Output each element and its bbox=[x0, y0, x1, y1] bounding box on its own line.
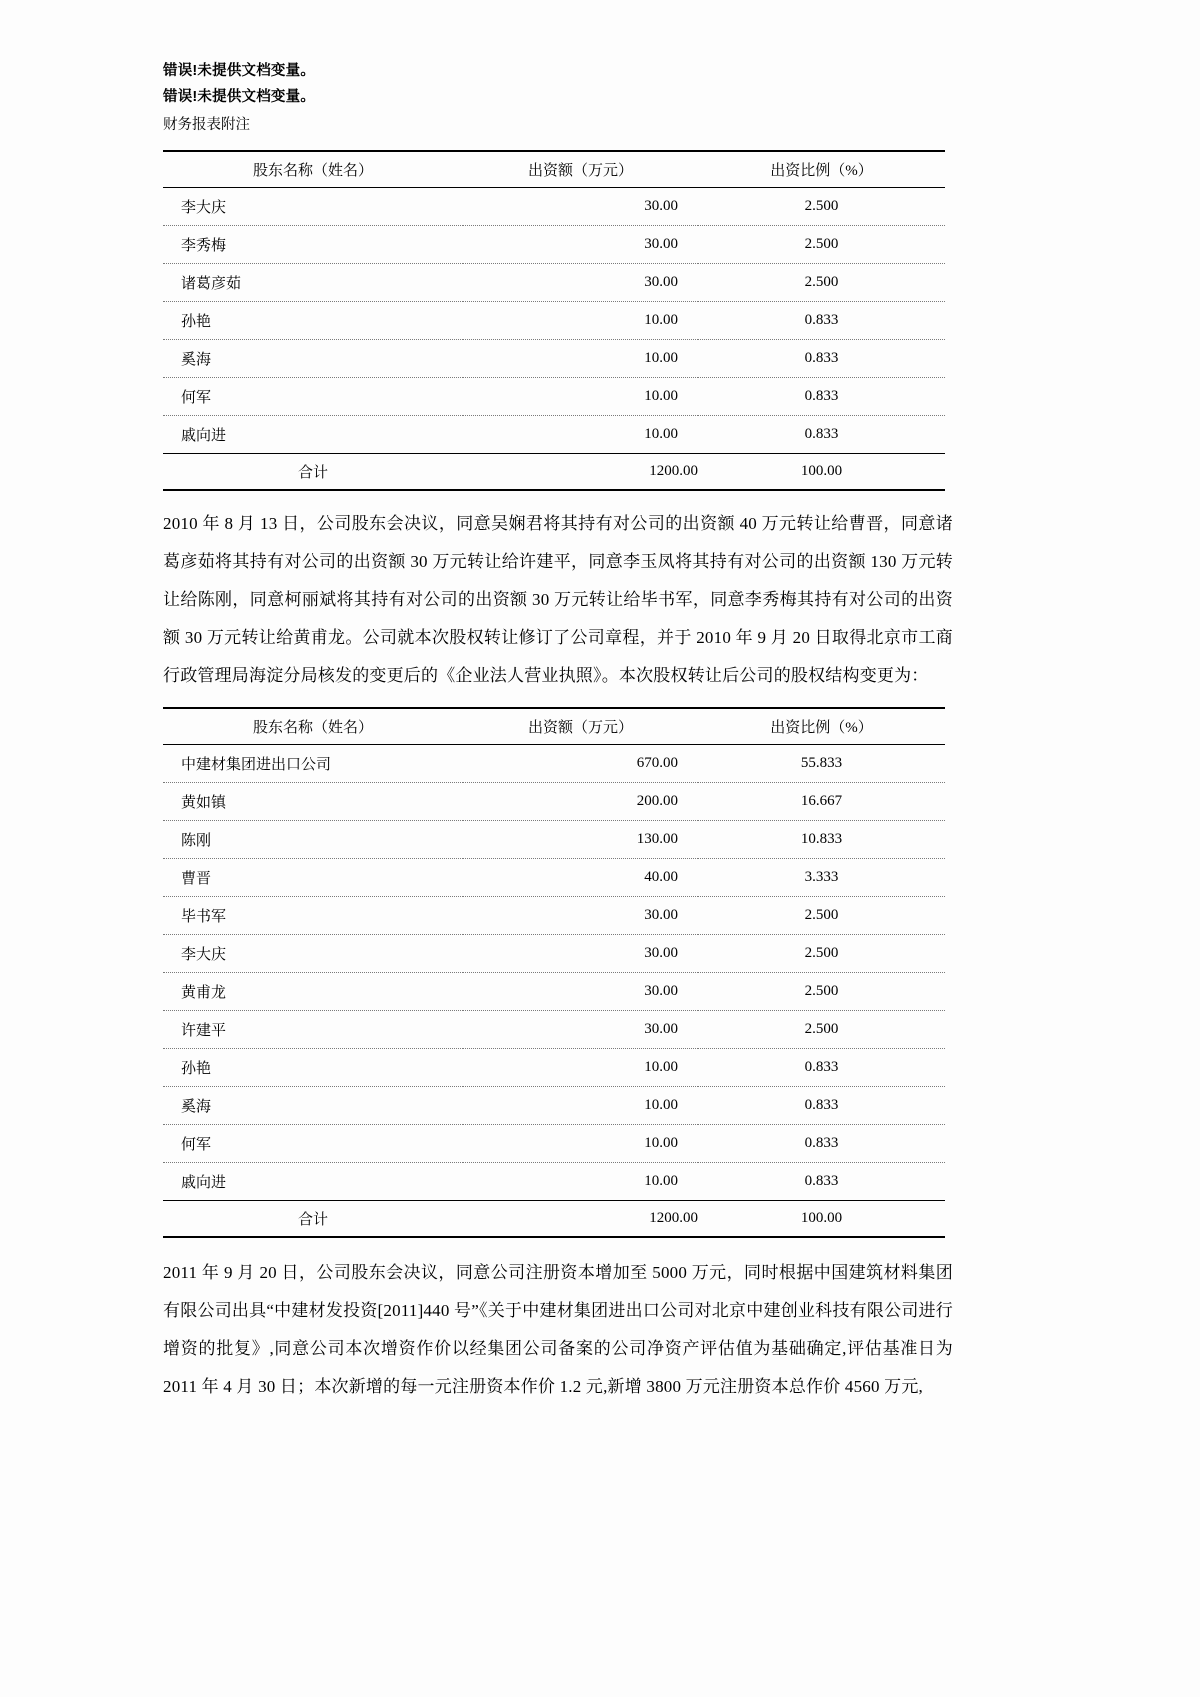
cell-amount: 30.00 bbox=[463, 1011, 698, 1049]
cell-name: 黄甫龙 bbox=[163, 973, 463, 1011]
cell-name: 奚海 bbox=[163, 340, 463, 378]
table-row bbox=[163, 1163, 945, 1201]
table-header-row bbox=[163, 708, 945, 745]
cell-total-amount: 1200.00 bbox=[463, 1201, 698, 1238]
table-row bbox=[163, 378, 945, 416]
cell-total-label: 合计 bbox=[163, 454, 463, 491]
table-row bbox=[163, 226, 945, 264]
cell-amount: 10.00 bbox=[463, 1087, 698, 1125]
cell-total-pct: 100.00 bbox=[698, 1201, 945, 1238]
shareholder-table-after bbox=[163, 707, 945, 1238]
page-content bbox=[163, 58, 953, 1406]
column-header-name: 股东名称（姓名） bbox=[163, 708, 463, 745]
cell-pct: 0.833 bbox=[804, 426, 839, 442]
cell-amount: 200.00 bbox=[463, 783, 698, 821]
cell-amount: 10.00 bbox=[644, 1173, 678, 1189]
cell-amount: 10.00 bbox=[463, 378, 698, 416]
cell-amount: 10.00 bbox=[463, 302, 698, 340]
column-header-pct: 出资比例（%） bbox=[698, 151, 945, 188]
cell-amount: 30.00 bbox=[463, 897, 698, 935]
table-row bbox=[163, 859, 945, 897]
cell-name: 中建材集团进出口公司 bbox=[163, 745, 463, 783]
table-row bbox=[163, 783, 945, 821]
table-row bbox=[163, 188, 945, 226]
header-error-line-2: 错误!未提供文档变量。 bbox=[163, 89, 316, 105]
cell-pct: 0.833 bbox=[698, 1049, 945, 1087]
cell-pct: 2.500 bbox=[698, 188, 945, 226]
cell-pct: 0.833 bbox=[804, 1173, 839, 1189]
cell-name: 戚向进 bbox=[181, 428, 227, 444]
table-row bbox=[163, 264, 945, 302]
cell-pct: 0.833 bbox=[698, 302, 945, 340]
cell-pct: 0.833 bbox=[698, 340, 945, 378]
cell-name: 何军 bbox=[163, 378, 463, 416]
table-header-row bbox=[163, 151, 945, 188]
table-row bbox=[163, 1049, 945, 1087]
cell-name: 毕书军 bbox=[163, 897, 463, 935]
cell-amount: 130.00 bbox=[463, 821, 698, 859]
cell-pct: 16.667 bbox=[698, 783, 945, 821]
header-section-title: 财务报表附注 bbox=[163, 117, 250, 133]
cell-amount: 10.00 bbox=[463, 1125, 698, 1163]
column-header-amount: 出资额（万元） bbox=[463, 151, 698, 188]
cell-amount: 10.00 bbox=[463, 1049, 698, 1087]
cell-pct: 0.833 bbox=[698, 1125, 945, 1163]
table-row bbox=[163, 340, 945, 378]
cell-pct: 0.833 bbox=[698, 1087, 945, 1125]
cell-pct: 55.833 bbox=[698, 745, 945, 783]
table-row bbox=[163, 1011, 945, 1049]
table-row bbox=[163, 973, 945, 1011]
header-error-line-1: 错误!未提供文档变量。 bbox=[163, 63, 316, 79]
cell-name: 奚海 bbox=[163, 1087, 463, 1125]
shareholder-table-before bbox=[163, 150, 945, 491]
paragraph-capital-increase-2011: 2011 年 9 月 20 日，公司股东会决议，同意公司注册资本增加至 5000 万元，同时根据中国建筑材料集团有限公司出具“中建材发投资[2011]440 号”《关于中建材集团进出口公司对北京中建创业科技有限公司进行增资的批复》,同意公司本次增资作价以经集团公司备案的公司净资产评估值为基础确定,评估基准日为 2011 年 4 月 30 日；本次新增的每一元注册资本作价 1.2 元,新增 3800 万元注册资本总作价 4560 万元, bbox=[163, 1263, 953, 1396]
column-header-pct: 出资比例（%） bbox=[698, 708, 945, 745]
cell-amount: 670.00 bbox=[463, 745, 698, 783]
cell-pct: 2.500 bbox=[698, 1011, 945, 1049]
cell-name: 李大庆 bbox=[163, 188, 463, 226]
cell-pct: 2.500 bbox=[698, 897, 945, 935]
table-total-row bbox=[163, 454, 945, 491]
table-total-row bbox=[163, 1201, 945, 1238]
table-row bbox=[163, 897, 945, 935]
table-row bbox=[163, 416, 945, 454]
cell-pct: 0.833 bbox=[698, 378, 945, 416]
cell-name: 何军 bbox=[163, 1125, 463, 1163]
cell-name: 许建平 bbox=[163, 1011, 463, 1049]
cell-pct: 10.833 bbox=[698, 821, 945, 859]
cell-total-pct: 100.00 bbox=[698, 454, 945, 491]
cell-name: 孙艳 bbox=[163, 1049, 463, 1087]
cell-name: 戚向进 bbox=[181, 1175, 227, 1191]
table-row bbox=[163, 1087, 945, 1125]
cell-amount: 30.00 bbox=[463, 188, 698, 226]
cell-name: 陈刚 bbox=[163, 821, 463, 859]
cell-pct: 2.500 bbox=[698, 264, 945, 302]
table-row bbox=[163, 935, 945, 973]
table-row bbox=[163, 302, 945, 340]
cell-pct: 2.500 bbox=[698, 226, 945, 264]
cell-amount: 10.00 bbox=[644, 426, 678, 442]
cell-name: 黄如镇 bbox=[163, 783, 463, 821]
table-row bbox=[163, 1125, 945, 1163]
cell-amount: 30.00 bbox=[463, 935, 698, 973]
cell-amount: 10.00 bbox=[463, 340, 698, 378]
cell-amount: 40.00 bbox=[463, 859, 698, 897]
cell-amount: 30.00 bbox=[463, 226, 698, 264]
column-header-name: 股东名称（姓名） bbox=[163, 151, 463, 188]
column-header-amount: 出资额（万元） bbox=[463, 708, 698, 745]
cell-pct: 2.500 bbox=[698, 973, 945, 1011]
cell-name: 曹晋 bbox=[163, 859, 463, 897]
cell-name: 诸葛彦茹 bbox=[163, 264, 463, 302]
cell-amount: 30.00 bbox=[463, 973, 698, 1011]
paragraph-equity-transfer-2010: 2010 年 8 月 13 日，公司股东会决议，同意吴娴君将其持有对公司的出资额 40 万元转让给曹晋，同意诸葛彦茹将其持有对公司的出资额 30 万元转让给许建平，同意李玉凤将其持有对公司的出资额 130 万元转让给陈刚，同意柯丽斌将其持有对公司的出资额 30 万元转让给毕书军，同意李秀梅其持有对公司的出资额 30 万元转让给黄甫龙。公司就本次股权转让修订了公司章程，并于 2010 年 9 月 20 日取得北京市工商行政管理局海淀分局核发的变更后的《企业法人营业执照》。本次股权转让后公司的股权结构变更为： bbox=[163, 514, 953, 685]
table-row bbox=[163, 821, 945, 859]
cell-name: 李秀梅 bbox=[163, 226, 463, 264]
cell-amount: 30.00 bbox=[463, 264, 698, 302]
cell-total-amount: 1200.00 bbox=[463, 454, 698, 491]
cell-name: 李大庆 bbox=[163, 935, 463, 973]
table-row bbox=[163, 745, 945, 783]
cell-total-label: 合计 bbox=[163, 1201, 463, 1238]
cell-pct: 3.333 bbox=[698, 859, 945, 897]
cell-name: 孙艳 bbox=[163, 302, 463, 340]
cell-pct: 2.500 bbox=[698, 935, 945, 973]
